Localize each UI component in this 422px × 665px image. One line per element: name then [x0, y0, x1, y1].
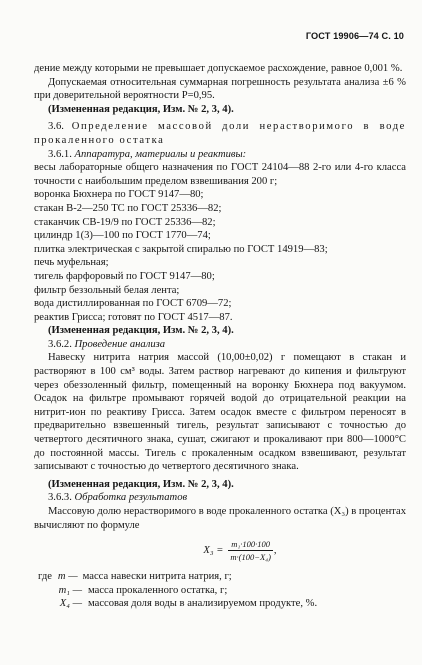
section-heading-3-6-3 — [34, 491, 406, 505]
section-heading-3-6-1 — [34, 148, 406, 162]
page-header: ГОСТ 19906—74 С. 10 — [305, 31, 404, 41]
section-title: Проведение анализа — [74, 338, 166, 350]
list-item: тигель фарфоровый по ГОСТ 9147—80; — [34, 270, 215, 282]
definition-text: массовая доля воды в анализируемом продукте, %. — [88, 598, 318, 610]
revision-note: (Измененная редакция, Изм. № 2, 3, 4). — [48, 103, 234, 115]
list-item: стаканчик СВ-19/9 по ГОСТ 25336—82; — [34, 216, 216, 228]
section-title: Аппаратура, материалы и реактивы: — [74, 148, 247, 160]
document-body — [34, 62, 406, 611]
list-item: печь муфельная; — [34, 257, 109, 269]
definitions — [38, 570, 406, 611]
section-number: 3.6.2. — [48, 338, 72, 350]
list-item: стакан В-2—250 ТС по ГОСТ 25336—82; — [34, 202, 222, 214]
section-number: 3.6.3. — [48, 492, 72, 504]
definition-text: масса прокаленного остатка, г; — [88, 584, 228, 596]
definition-lead: где — [38, 571, 52, 583]
formula-numerator: m₁·100·100 — [228, 539, 273, 551]
list-item: фильтр беззольный белая лента; — [34, 284, 180, 296]
definition-row — [38, 584, 406, 598]
definition-row — [38, 570, 406, 584]
formula-tail: , — [273, 544, 277, 556]
section-number: 3.6. — [48, 121, 64, 133]
paragraph: Массовую долю нерастворимого в воде прокаленного остатка (X₃) в процентах вычисляют по формуле — [34, 506, 406, 531]
formula-lhs: X₃ = — [203, 544, 224, 556]
equipment-list — [34, 188, 406, 324]
paragraph: весы лабораторные общего назначения по ГОСТ 24104—88 2-го или 4-го класса точности с наибольшим пределом взвешивания 200 г; — [34, 162, 406, 187]
list-item: воронка Бюхнера по ГОСТ 9147—80; — [34, 189, 204, 201]
section-number: 3.6.1. — [48, 148, 72, 160]
formula-denominator: m·(100−X₄) — [230, 552, 271, 563]
paragraph: дение между которыми не превышает допускаемое расхождение, равное 0,001 %. — [34, 63, 403, 74]
list-item: вода дистиллированная по ГОСТ 6709—72; — [34, 298, 232, 310]
section-heading-3-6-2 — [34, 338, 406, 352]
formula — [74, 539, 406, 562]
formula-fraction — [227, 539, 274, 562]
list-item: реактив Грисса; готовят по ГОСТ 4517—87. — [34, 311, 233, 323]
revision-note: (Измененная редакция, Изм. № 2, 3, 4). — [48, 325, 234, 337]
paragraph: Допускаемая относительная суммарная погрешность результата анализа ±6 % при доверительной вероятности P=0,95. — [34, 76, 406, 102]
definition-row — [38, 597, 406, 611]
revision-note: (Измененная редакция, Изм. № 2, 3, 4). — [48, 478, 234, 490]
section-heading-3-6 — [34, 120, 406, 147]
section-title: Обработка результатов — [74, 492, 188, 504]
definition-symbol: m — — [57, 571, 78, 583]
definition-symbol: X₄ — — [59, 598, 82, 610]
definition-symbol: m₁ — — [58, 584, 82, 596]
definition-text: масса навески нитрита натрия, г; — [82, 571, 232, 583]
list-item: плитка электрическая с закрытой спиралью по ГОСТ 14919—83; — [34, 243, 328, 255]
paragraph: Навеску нитрита натрия массой (10,00±0,02) г помещают в стакан и растворяют в 100 см³ воды. Затем раствор нагревают до кипения и фильтруют через обеззоленный фильтр, помещенный на воронку Бюхнера под вакуумом. Осадок на фильтре промывают горячей водой до отрицательной реакции на нитрит-ион по реактиву Грисса. Затем осадок вместе с фильтром переносят в предварительно взвешенный тигель, результат записывают с точностью до четвертого десятичного знака, сушат, сжигают и прокаливают при 800—1000°С до постоянной массы. Тигель с прокаленным осадком взвешивают, результат записывают с точностью до четвертого десятичного знака. — [34, 352, 406, 473]
section-title: Определение массовой доли нерастворимого в воде прокаленного остатка — [34, 121, 406, 146]
list-item: цилиндр 1(3)—100 по ГОСТ 1770—74; — [34, 230, 211, 242]
